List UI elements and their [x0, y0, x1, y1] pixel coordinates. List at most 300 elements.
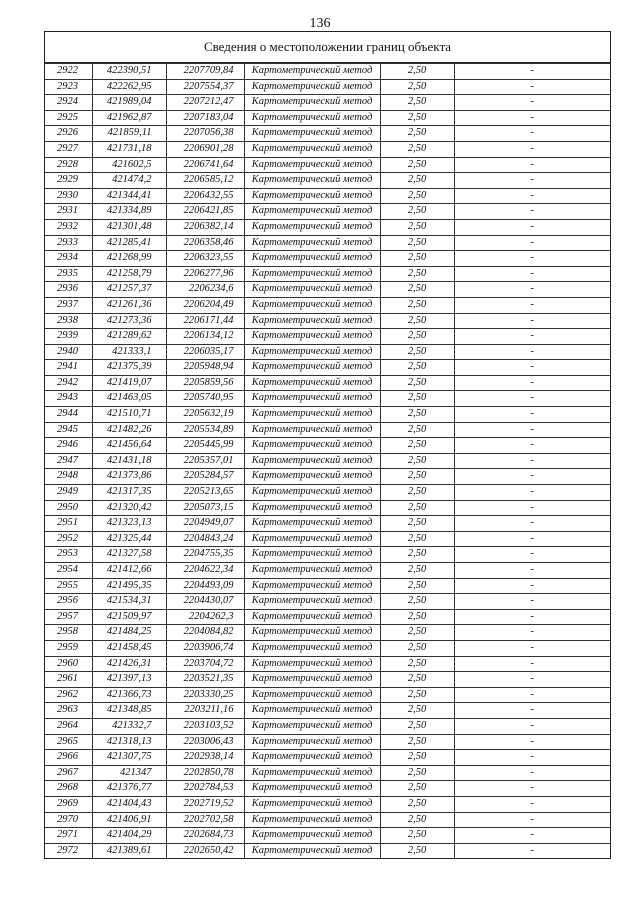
point-number-cell: 2933 — [45, 235, 92, 251]
accuracy-cell: 2,50 — [380, 703, 454, 719]
accuracy-cell: 2,50 — [380, 672, 454, 688]
x-coordinate-cell: 421509,97 — [92, 609, 166, 625]
point-number-cell: 2925 — [45, 110, 92, 126]
accuracy-cell: 2,50 — [380, 188, 454, 204]
method-cell: Картометрический метод — [244, 625, 380, 641]
table-row — [45, 375, 610, 391]
accuracy-cell: 2,50 — [380, 375, 454, 391]
x-coordinate-cell: 421406,91 — [92, 812, 166, 828]
y-coordinate-cell: 2206421,85 — [166, 204, 244, 220]
description-cell: - — [454, 609, 610, 625]
description-cell: - — [454, 438, 610, 454]
point-number-cell: 2966 — [45, 750, 92, 766]
table-row — [45, 687, 610, 703]
method-cell: Картометрический метод — [244, 204, 380, 220]
x-coordinate-cell: 421534,31 — [92, 594, 166, 610]
x-coordinate-cell: 421344,41 — [92, 188, 166, 204]
table-row — [45, 656, 610, 672]
method-cell: Картометрический метод — [244, 391, 380, 407]
y-coordinate-cell: 2206134,12 — [166, 329, 244, 345]
y-coordinate-cell: 2205445,99 — [166, 438, 244, 454]
table-row — [45, 204, 610, 220]
accuracy-cell: 2,50 — [380, 141, 454, 157]
point-number-cell: 2931 — [45, 204, 92, 220]
method-cell: Картометрический метод — [244, 375, 380, 391]
table-row — [45, 79, 610, 95]
table-row — [45, 640, 610, 656]
accuracy-cell: 2,50 — [380, 79, 454, 95]
table-row — [45, 282, 610, 298]
x-coordinate-cell: 421258,79 — [92, 266, 166, 282]
x-coordinate-cell: 421989,04 — [92, 95, 166, 111]
x-coordinate-cell: 421273,36 — [92, 313, 166, 329]
y-coordinate-cell: 2205534,89 — [166, 422, 244, 438]
point-number-cell: 2944 — [45, 407, 92, 423]
y-coordinate-cell: 2203211,16 — [166, 703, 244, 719]
description-cell: - — [454, 235, 610, 251]
y-coordinate-cell: 2206204,49 — [166, 297, 244, 313]
point-number-cell: 2957 — [45, 609, 92, 625]
description-cell: - — [454, 687, 610, 703]
method-cell: Картометрический метод — [244, 687, 380, 703]
y-coordinate-cell: 2206432,55 — [166, 188, 244, 204]
accuracy-cell: 2,50 — [380, 734, 454, 750]
x-coordinate-cell: 421389,61 — [92, 843, 166, 858]
x-coordinate-cell: 421327,58 — [92, 547, 166, 563]
method-cell: Картометрический метод — [244, 812, 380, 828]
point-number-cell: 2941 — [45, 360, 92, 376]
method-cell: Картометрический метод — [244, 500, 380, 516]
point-number-cell: 2963 — [45, 703, 92, 719]
table-row — [45, 485, 610, 501]
y-coordinate-cell: 2205740,95 — [166, 391, 244, 407]
table-body — [45, 64, 610, 859]
table-row — [45, 157, 610, 173]
point-number-cell: 2940 — [45, 344, 92, 360]
point-number-cell: 2927 — [45, 141, 92, 157]
description-cell: - — [454, 500, 610, 516]
method-cell: Картометрический метод — [244, 828, 380, 844]
accuracy-cell: 2,50 — [380, 64, 454, 80]
x-coordinate-cell: 421320,42 — [92, 500, 166, 516]
y-coordinate-cell: 2206035,17 — [166, 344, 244, 360]
y-coordinate-cell: 2205213,65 — [166, 485, 244, 501]
point-number-cell: 2947 — [45, 453, 92, 469]
point-number-cell: 2969 — [45, 796, 92, 812]
method-cell: Картометрический метод — [244, 126, 380, 142]
description-cell: - — [454, 485, 610, 501]
description-cell: - — [454, 407, 610, 423]
point-number-cell: 2929 — [45, 173, 92, 189]
description-cell: - — [454, 843, 610, 858]
description-cell: - — [454, 531, 610, 547]
point-number-cell: 2930 — [45, 188, 92, 204]
description-cell: - — [454, 282, 610, 298]
method-cell: Картометрический метод — [244, 266, 380, 282]
method-cell: Картометрический метод — [244, 609, 380, 625]
table-row — [45, 266, 610, 282]
description-cell: - — [454, 640, 610, 656]
description-cell: - — [454, 625, 610, 641]
point-number-cell: 2959 — [45, 640, 92, 656]
y-coordinate-cell: 2205948,94 — [166, 360, 244, 376]
point-number-cell: 2950 — [45, 500, 92, 516]
description-cell: - — [454, 313, 610, 329]
table-title: Сведения о местоположении границ объекта — [45, 32, 610, 63]
description-cell: - — [454, 656, 610, 672]
description-cell: - — [454, 750, 610, 766]
accuracy-cell: 2,50 — [380, 531, 454, 547]
x-coordinate-cell: 421859,11 — [92, 126, 166, 142]
method-cell: Картометрический метод — [244, 219, 380, 235]
table-row — [45, 547, 610, 563]
description-cell: - — [454, 375, 610, 391]
y-coordinate-cell: 2204843,24 — [166, 531, 244, 547]
x-coordinate-cell: 421317,35 — [92, 485, 166, 501]
method-cell: Картометрический метод — [244, 547, 380, 563]
x-coordinate-cell: 421348,85 — [92, 703, 166, 719]
accuracy-cell: 2,50 — [380, 344, 454, 360]
x-coordinate-cell: 421510,71 — [92, 407, 166, 423]
table-row — [45, 531, 610, 547]
accuracy-cell: 2,50 — [380, 812, 454, 828]
accuracy-cell: 2,50 — [380, 485, 454, 501]
x-coordinate-cell: 421375,39 — [92, 360, 166, 376]
y-coordinate-cell: 2206358,46 — [166, 235, 244, 251]
table-row — [45, 563, 610, 579]
y-coordinate-cell: 2205073,15 — [166, 500, 244, 516]
table-row — [45, 625, 610, 641]
point-number-cell: 2935 — [45, 266, 92, 282]
description-cell: - — [454, 204, 610, 220]
method-cell: Картометрический метод — [244, 656, 380, 672]
accuracy-cell: 2,50 — [380, 422, 454, 438]
y-coordinate-cell: 2203906,74 — [166, 640, 244, 656]
point-number-cell: 2924 — [45, 95, 92, 111]
point-number-cell: 2926 — [45, 126, 92, 142]
method-cell: Картометрический метод — [244, 329, 380, 345]
description-cell: - — [454, 141, 610, 157]
table-row — [45, 219, 610, 235]
description-cell: - — [454, 547, 610, 563]
method-cell: Картометрический метод — [244, 438, 380, 454]
description-cell: - — [454, 672, 610, 688]
point-number-cell: 2958 — [45, 625, 92, 641]
point-number-cell: 2942 — [45, 375, 92, 391]
method-cell: Картометрический метод — [244, 469, 380, 485]
method-cell: Картометрический метод — [244, 718, 380, 734]
y-coordinate-cell: 2202784,53 — [166, 781, 244, 797]
method-cell: Картометрический метод — [244, 173, 380, 189]
description-cell: - — [454, 95, 610, 111]
table-row — [45, 188, 610, 204]
table-row — [45, 609, 610, 625]
accuracy-cell: 2,50 — [380, 718, 454, 734]
accuracy-cell: 2,50 — [380, 750, 454, 766]
page-number: 136 — [309, 16, 331, 31]
accuracy-cell: 2,50 — [380, 828, 454, 844]
point-number-cell: 2968 — [45, 781, 92, 797]
accuracy-cell: 2,50 — [380, 687, 454, 703]
accuracy-cell: 2,50 — [380, 297, 454, 313]
method-cell: Картометрический метод — [244, 344, 380, 360]
x-coordinate-cell: 421962,87 — [92, 110, 166, 126]
accuracy-cell: 2,50 — [380, 578, 454, 594]
y-coordinate-cell: 2207183,04 — [166, 110, 244, 126]
x-coordinate-cell: 421474,2 — [92, 173, 166, 189]
table-row — [45, 812, 610, 828]
x-coordinate-cell: 421397,13 — [92, 672, 166, 688]
accuracy-cell: 2,50 — [380, 282, 454, 298]
description-cell: - — [454, 578, 610, 594]
method-cell: Картометрический метод — [244, 79, 380, 95]
description-cell: - — [454, 796, 610, 812]
description-cell: - — [454, 79, 610, 95]
description-cell: - — [454, 157, 610, 173]
x-coordinate-cell: 421602,5 — [92, 157, 166, 173]
table-row — [45, 750, 610, 766]
description-cell: - — [454, 828, 610, 844]
description-cell: - — [454, 188, 610, 204]
point-number-cell: 2946 — [45, 438, 92, 454]
point-number-cell: 2934 — [45, 251, 92, 267]
method-cell: Картометрический метод — [244, 188, 380, 204]
table-row — [45, 391, 610, 407]
point-number-cell: 2945 — [45, 422, 92, 438]
y-coordinate-cell: 2203521,35 — [166, 672, 244, 688]
table-row — [45, 360, 610, 376]
point-number-cell: 2952 — [45, 531, 92, 547]
x-coordinate-cell: 421376,77 — [92, 781, 166, 797]
accuracy-cell: 2,50 — [380, 563, 454, 579]
point-number-cell: 2955 — [45, 578, 92, 594]
method-cell: Картометрический метод — [244, 796, 380, 812]
point-number-cell: 2939 — [45, 329, 92, 345]
method-cell: Картометрический метод — [244, 313, 380, 329]
description-cell: - — [454, 329, 610, 345]
description-cell: - — [454, 469, 610, 485]
method-cell: Картометрический метод — [244, 765, 380, 781]
y-coordinate-cell: 2207056,38 — [166, 126, 244, 142]
x-coordinate-cell: 421419,07 — [92, 375, 166, 391]
method-cell: Картометрический метод — [244, 734, 380, 750]
table-row — [45, 703, 610, 719]
table-row — [45, 828, 610, 844]
point-number-cell: 2948 — [45, 469, 92, 485]
accuracy-cell: 2,50 — [380, 329, 454, 345]
x-coordinate-cell: 421318,13 — [92, 734, 166, 750]
point-number-cell: 2967 — [45, 765, 92, 781]
x-coordinate-cell: 421257,37 — [92, 282, 166, 298]
description-cell: - — [454, 516, 610, 532]
point-number-cell: 2961 — [45, 672, 92, 688]
accuracy-cell: 2,50 — [380, 95, 454, 111]
y-coordinate-cell: 2202938,14 — [166, 750, 244, 766]
x-coordinate-cell: 421404,29 — [92, 828, 166, 844]
point-number-cell: 2943 — [45, 391, 92, 407]
table-row — [45, 64, 610, 80]
x-coordinate-cell: 421484,25 — [92, 625, 166, 641]
method-cell: Картометрический метод — [244, 157, 380, 173]
y-coordinate-cell: 2206277,96 — [166, 266, 244, 282]
accuracy-cell: 2,50 — [380, 219, 454, 235]
table-row — [45, 781, 610, 797]
table-row — [45, 235, 610, 251]
table-row — [45, 173, 610, 189]
x-coordinate-cell: 421404,43 — [92, 796, 166, 812]
description-cell: - — [454, 453, 610, 469]
y-coordinate-cell: 2203330,25 — [166, 687, 244, 703]
method-cell: Картометрический метод — [244, 578, 380, 594]
method-cell: Картометрический метод — [244, 282, 380, 298]
y-coordinate-cell: 2204084,82 — [166, 625, 244, 641]
method-cell: Картометрический метод — [244, 95, 380, 111]
x-coordinate-cell: 421323,13 — [92, 516, 166, 532]
point-number-cell: 2954 — [45, 563, 92, 579]
x-coordinate-cell: 421347 — [92, 765, 166, 781]
table-row — [45, 251, 610, 267]
table-row — [45, 126, 610, 142]
accuracy-cell: 2,50 — [380, 453, 454, 469]
accuracy-cell: 2,50 — [380, 204, 454, 220]
table-row — [45, 297, 610, 313]
point-number-cell: 2962 — [45, 687, 92, 703]
method-cell: Картометрический метод — [244, 781, 380, 797]
point-number-cell: 2928 — [45, 157, 92, 173]
description-cell: - — [454, 251, 610, 267]
y-coordinate-cell: 2202702,58 — [166, 812, 244, 828]
table-row — [45, 110, 610, 126]
x-coordinate-cell: 421307,75 — [92, 750, 166, 766]
point-number-cell: 2971 — [45, 828, 92, 844]
y-coordinate-cell: 2205284,57 — [166, 469, 244, 485]
description-cell: - — [454, 812, 610, 828]
method-cell: Картометрический метод — [244, 297, 380, 313]
y-coordinate-cell: 2207212,47 — [166, 95, 244, 111]
y-coordinate-cell: 2202684,73 — [166, 828, 244, 844]
accuracy-cell: 2,50 — [380, 625, 454, 641]
method-cell: Картометрический метод — [244, 141, 380, 157]
table-row — [45, 141, 610, 157]
accuracy-cell: 2,50 — [380, 656, 454, 672]
x-coordinate-cell: 421301,48 — [92, 219, 166, 235]
table-row — [45, 500, 610, 516]
accuracy-cell: 2,50 — [380, 235, 454, 251]
table-row — [45, 95, 610, 111]
y-coordinate-cell: 2204622,34 — [166, 563, 244, 579]
table-row — [45, 422, 610, 438]
x-coordinate-cell: 421463,05 — [92, 391, 166, 407]
description-cell: - — [454, 173, 610, 189]
table-row — [45, 578, 610, 594]
y-coordinate-cell: 2204755,35 — [166, 547, 244, 563]
accuracy-cell: 2,50 — [380, 547, 454, 563]
y-coordinate-cell: 2206741,64 — [166, 157, 244, 173]
method-cell: Картометрический метод — [244, 703, 380, 719]
y-coordinate-cell: 2207554,37 — [166, 79, 244, 95]
x-coordinate-cell: 421366,73 — [92, 687, 166, 703]
method-cell: Картометрический метод — [244, 594, 380, 610]
description-cell: - — [454, 422, 610, 438]
description-cell: - — [454, 781, 610, 797]
description-cell: - — [454, 110, 610, 126]
boundary-points-table — [45, 63, 610, 858]
accuracy-cell: 2,50 — [380, 313, 454, 329]
point-number-cell: 2960 — [45, 656, 92, 672]
y-coordinate-cell: 2206382,14 — [166, 219, 244, 235]
accuracy-cell: 2,50 — [380, 516, 454, 532]
table-row — [45, 843, 610, 858]
x-coordinate-cell: 421325,44 — [92, 531, 166, 547]
table-row — [45, 313, 610, 329]
method-cell: Картометрический метод — [244, 360, 380, 376]
y-coordinate-cell: 2202650,42 — [166, 843, 244, 858]
table-row — [45, 734, 610, 750]
x-coordinate-cell: 421431,18 — [92, 453, 166, 469]
y-coordinate-cell: 2202719,52 — [166, 796, 244, 812]
point-number-cell: 2937 — [45, 297, 92, 313]
method-cell: Картометрический метод — [244, 640, 380, 656]
point-number-cell: 2932 — [45, 219, 92, 235]
description-cell: - — [454, 266, 610, 282]
x-coordinate-cell: 421458,45 — [92, 640, 166, 656]
point-number-cell: 2938 — [45, 313, 92, 329]
table-row — [45, 765, 610, 781]
x-coordinate-cell: 421731,18 — [92, 141, 166, 157]
description-cell: - — [454, 734, 610, 750]
y-coordinate-cell: 2204493,09 — [166, 578, 244, 594]
y-coordinate-cell: 2204430,07 — [166, 594, 244, 610]
y-coordinate-cell: 2206323,55 — [166, 251, 244, 267]
x-coordinate-cell: 421482,26 — [92, 422, 166, 438]
accuracy-cell: 2,50 — [380, 843, 454, 858]
y-coordinate-cell: 2202850,78 — [166, 765, 244, 781]
y-coordinate-cell: 2203704,72 — [166, 656, 244, 672]
method-cell: Картометрический метод — [244, 531, 380, 547]
accuracy-cell: 2,50 — [380, 781, 454, 797]
description-cell: - — [454, 297, 610, 313]
x-coordinate-cell: 421268,99 — [92, 251, 166, 267]
description-cell: - — [454, 718, 610, 734]
point-number-cell: 2923 — [45, 79, 92, 95]
point-number-cell: 2936 — [45, 282, 92, 298]
accuracy-cell: 2,50 — [380, 594, 454, 610]
accuracy-cell: 2,50 — [380, 438, 454, 454]
x-coordinate-cell: 421332,7 — [92, 718, 166, 734]
description-cell: - — [454, 563, 610, 579]
table-row — [45, 438, 610, 454]
y-coordinate-cell: 2204949,07 — [166, 516, 244, 532]
accuracy-cell: 2,50 — [380, 110, 454, 126]
table-row — [45, 796, 610, 812]
table-row — [45, 407, 610, 423]
point-number-cell: 2970 — [45, 812, 92, 828]
method-cell: Картометрический метод — [244, 110, 380, 126]
method-cell: Картометрический метод — [244, 672, 380, 688]
point-number-cell: 2949 — [45, 485, 92, 501]
table-row — [45, 329, 610, 345]
table-row — [45, 344, 610, 360]
point-number-cell: 2965 — [45, 734, 92, 750]
method-cell: Картометрический метод — [244, 750, 380, 766]
method-cell: Картометрический метод — [244, 843, 380, 858]
accuracy-cell: 2,50 — [380, 765, 454, 781]
method-cell: Картометрический метод — [244, 64, 380, 80]
x-coordinate-cell: 421373,86 — [92, 469, 166, 485]
table-row — [45, 594, 610, 610]
y-coordinate-cell: 2205632,19 — [166, 407, 244, 423]
method-cell: Картометрический метод — [244, 516, 380, 532]
